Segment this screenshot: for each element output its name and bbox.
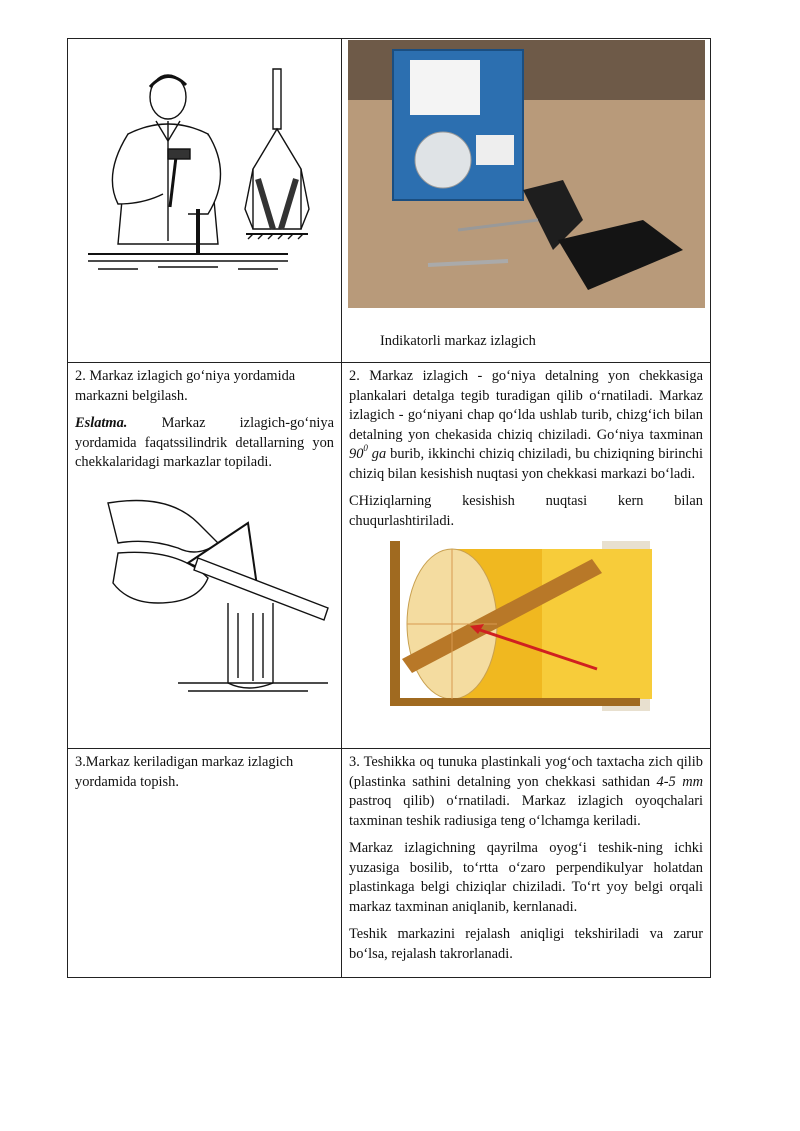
note-label: Eslatma. xyxy=(75,415,128,431)
step3-text-a: 3. Teshikka oq tunuka plastinkali yog‘och taxtacha zich qilib (plastinka sathini detalning yon chekkasi sathidan xyxy=(349,754,703,790)
step3-title: 3.Markaz keriladigan markaz izlagich yordamida topish. xyxy=(75,754,294,790)
cell-right-step3 xyxy=(342,749,711,978)
step2-kern-note: CHiziqlarning kesishish nuqtasi kern bilan chuqurlashtiriladi. xyxy=(349,493,703,529)
step2-text-b: burib, ikkinchi chiziq chiziladi, bu chiziqning birinchi chiziq bilan kesishish nuqtasi yon chekkasi markazi bo‘ladi. xyxy=(349,446,703,482)
cell-right-step2 xyxy=(342,363,711,749)
table-row xyxy=(68,749,711,978)
table-row xyxy=(68,39,711,363)
note-text: Markaz izlagich-go‘niya yordamida faqatssilindrik detallarning yon chekkalaridagi markazlar topiladi. xyxy=(75,415,334,470)
step3-description xyxy=(349,753,703,831)
cell-left-step3 xyxy=(68,749,342,978)
table-row xyxy=(68,363,711,749)
step2-note xyxy=(75,414,334,473)
step3-mm: 4-5 mm xyxy=(656,773,703,790)
photo-caption: Indikatorli markaz izlagich xyxy=(380,333,536,349)
cell-illustration xyxy=(68,39,342,363)
step3-check: Teshik markazini rejalash aniqligi tekshiriladi va zarur bo‘lsa, rejalash takrorlanadi. xyxy=(349,926,703,962)
step3-text-b: pastroq qilib) o‘rnatiladi. Markaz izlagich oyoqchalari taxminan teshik radiusiga teng o‘lchamga keriladi. xyxy=(349,793,703,829)
cylinder-center-illustration xyxy=(342,539,710,724)
indicator-center-finder-photo xyxy=(348,40,705,308)
step2-title: 2. Markaz izlagich go‘niya yordamida markazni belgilash. xyxy=(75,368,296,404)
step3-marking: Markaz izlagichning qayrilma oyog‘i teshik-ning ichki yuzasiga bosilib, to‘rtta o‘zaro perpendikulyar holatdan plastinkaga belgi chiziqlar chiziladi. To‘rt yoy belgi orqali markaz taxminan aniqlanib, kernlanadi. xyxy=(349,840,703,915)
cell-left-step2 xyxy=(68,363,342,749)
instruction-table xyxy=(67,38,711,978)
angle-number: 90 xyxy=(349,446,364,462)
worker-illustration xyxy=(68,39,341,357)
angle-degree: 0 xyxy=(363,443,368,453)
step2-description xyxy=(349,367,703,484)
square-marking-illustration xyxy=(68,483,341,703)
angle-value xyxy=(349,443,387,462)
step2-text-a: 2. Markaz izlagich - go‘niya detalning yon chekkasiga plankalari detalga tegib turadigan qilib o‘rnatiladi. Markaz izlagich - go‘niyani chap qo‘lda ushlab turib, chizg‘ich bilan detalning yon chekasida chiziq chiziladi. Go‘niya taxminan xyxy=(349,368,703,443)
angle-suffix: ga xyxy=(367,446,387,462)
cell-photo xyxy=(342,39,711,363)
